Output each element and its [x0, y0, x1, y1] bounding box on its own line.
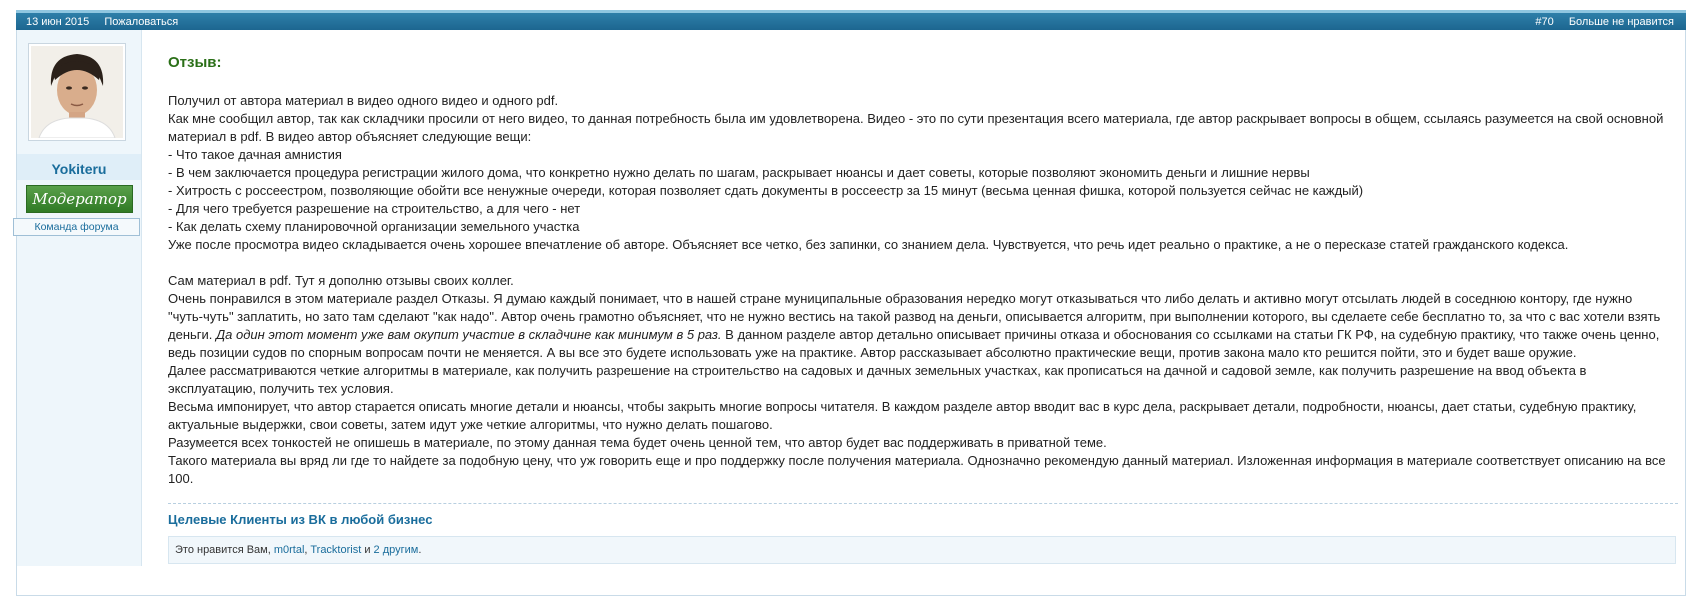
- likes-separator: и: [361, 544, 374, 556]
- message-line: - Для чего требуется разрешение на строительство, а для чего - нет: [168, 201, 581, 216]
- moderator-badge: Модератор: [26, 185, 133, 213]
- signature-link[interactable]: Целевые Клиенты из ВК в любой бизнес: [168, 512, 433, 527]
- message-line: Уже после просмотра видео складывается очень хорошее впечатление об авторе. Объясняет все четко, без запинки, со знанием дела. Чувствуется, что речь идет реально о практике, а не о пересказе статей гражданского кодекса.: [168, 237, 1569, 252]
- forum-post: [16, 30, 1686, 596]
- avatar[interactable]: [28, 43, 126, 141]
- message-line: - Хитрость с россеестром, позволяющие обойти все ненужные очереди, которая позволяет сдать документы в россеестр за 15 минут (весьма ценная фишка, которой пользуется сейчас не каждый): [168, 183, 1364, 198]
- team-badge: Команда форума: [13, 218, 140, 236]
- liker-link[interactable]: Tracktorist: [310, 544, 362, 556]
- post-number-link[interactable]: #70: [1535, 16, 1554, 28]
- signature-divider: [168, 503, 1678, 504]
- message-line: Сам материал в pdf. Тут я дополню отзывы своих коллег.: [168, 273, 514, 288]
- paragraph-gap: [168, 254, 1668, 272]
- likes-separator: ,: [304, 544, 311, 556]
- liker-link[interactable]: m0rtal: [273, 544, 305, 556]
- post-message: [168, 92, 1668, 488]
- message-text: Очень понравился в этом материале раздел Отказы. Я думаю каждый понимает, что в нашей стране муниципальные образования нередко могут отказываться что либо делать и активно могут отсылать людей в соседнюю контору, где нужно "чуть-чуть" заплатить, но зато там сделают "как надо". Автор очень грамотно объясняет, что не нужно вестись на такой развод на деньги, описывается алгоритм, при выполнении которого, вы сделаете себе бесплатно то, за что с вас хотели взять деньги.: [168, 291, 1661, 342]
- user-info-panel: [17, 30, 142, 566]
- likes-suffix: .: [418, 544, 422, 556]
- review-title: Отзыв:: [168, 54, 222, 71]
- message-line: - В чем заключается процедура регистрации жилого дома, что конкретно нужно делать по шагам, раскрывает нюансы и дает советы, которые позволяют экономить деньги и лишние нервы: [168, 165, 1310, 180]
- avatar-image: [31, 46, 123, 138]
- likes-others-link[interactable]: 2 другим: [373, 544, 419, 556]
- post-date[interactable]: 13 июн 2015: [26, 16, 90, 28]
- message-text: В данном разделе автор детально описывает причины отказа и обоснования со ссылками на статьи ГК РФ, на судебную практику, что также очень ценно, ведь позиции судов по спорным вопросам почти не меняется. А вы все это будете использовать уже на практике. Автор рассказывает абсолютно практические вещи, против закона мало кто решится пойти, это и будет ваше оружие.: [168, 327, 1660, 360]
- likes-summary: [168, 536, 1676, 564]
- message-line: Такого материала вы вряд ли где то найдете за подобную цену, что уж говорить еще и про поддержку после получения материала. Однозначно рекомендую данный материал. Изложенная информация в материале соответствует описанию на все 100.: [168, 453, 1666, 486]
- username-link[interactable]: Yokiteru: [51, 161, 107, 177]
- message-line: Весьма импонирует, что автор старается описать многие детали и нюансы, чтобы закрыть многие вопросы читателя. В каждом разделе автор вводит вас в курс дела, раскрывает детали, подробности, нюансы, дает статьи, судебную практику, актуальные выдержки, свои советы, затем идут уже четкие алгоритмы, что нужно делать пошагово.: [168, 399, 1637, 432]
- message-line: Как мне сообщил автор, так как складчики просили от него видео, то данная потребность была им удовлетворена. Видео - это по сути презентация всего материала, где автор раскрывает вопросы в общем, ссылаясь разумеется на свой основной материал в pdf. В видео автор объясняет следующие вещи:: [168, 111, 1664, 144]
- message-line: Получил от автора материал в видео одного видео и одного pdf.: [168, 93, 559, 108]
- message-line: Разумеется всех тонкостей не опишешь в материале, по этому данная тема будет очень ценной тем, что автор будет вас поддерживать в приватной теме.: [168, 435, 1107, 450]
- message-line: - Как делать схему планировочной организации земельного участка: [168, 219, 580, 234]
- post-header-bar: [16, 10, 1686, 30]
- likes-prefix: Это нравится Вам,: [175, 544, 274, 556]
- unlike-link[interactable]: Больше не нравится: [1568, 16, 1674, 28]
- message-italic: Да один этот момент уже вам окупит участие в складчине как минимум в 5 раз.: [216, 327, 722, 342]
- message-paragraph: [168, 290, 1668, 362]
- message-line: Далее рассматриваются четкие алгоритмы в материале, как получить разрешение на строительство на садовых и дачных земельных участках, как прописаться на дачной и садовой земле, как получить разрешение на ввод объекта в эксплуатацию, получить тех условия.: [168, 363, 1587, 396]
- message-line: - Что такое дачная амнистия: [168, 147, 342, 162]
- report-link[interactable]: Пожаловаться: [104, 16, 179, 28]
